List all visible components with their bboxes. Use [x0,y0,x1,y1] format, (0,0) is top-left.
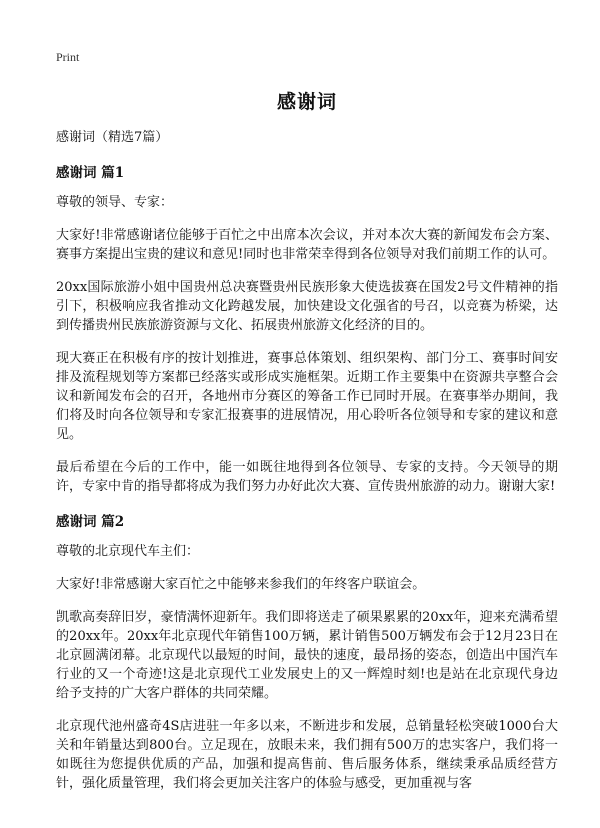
section-heading: 感谢词 篇2 [56,514,125,530]
paragraph: 最后希望在今后的工作中，能一如既往地得到各位领导、专家的支持。今天领导的期许，专家中肯的指导都将成为我们努力办好此次大赛、宣传贵州旅游的动力。谢谢大家! [56,460,558,494]
paragraph: 尊敬的北京现代车主们： [56,544,200,559]
section-heading: 感谢词 篇1 [56,165,125,181]
document-title: 感谢词 [276,91,337,113]
section-2 [56,510,558,793]
paragraph: 现大赛正在积极有序的按计划推进，赛事总体策划、组织架构、部门分工、赛事时间安排及流程规划等方案都已经落实或形成实施框架。近期工作主要集中在资源共享整合会议和新闻发布会的召开，各地州市分赛区的筹备工作已同时开展。在赛事举办期间，我们将及时向各位领导和专家汇报赛事的进展情况，用心聆听各位领导和专家的建议和意见。 [56,351,558,442]
document-subtitle: 感谢词（精选7篇） [56,130,169,145]
paragraph: 20xx国际旅游小姐中国贵州总决赛暨贵州民族形象大使选拔赛在国发2号文件精神的指引下，积极响应我省推动文化跨越发展，加快建设文化强省的号召，以竞赛为桥梁，达到传播贵州民族旅游资源与文化、拓展贵州旅游文化经济的目的。 [56,280,558,333]
paragraph: 凯歌高奏辞旧岁，豪情满怀迎新年。我们即将送走了硕果累累的20xx年，迎来充满希望的20xx年。20xx年北京现代年销售100万辆，累计销售500万辆发布会于12月23日在北京圆满闭幕。北京现代以最短的时间，最快的速度，最昂扬的姿态，创造出中国汽车行业的又一个奇迹!这是北京现代工业发展史上的又一辉煌时刻!也是站在北京现代身边给予支持的广大客户群体的共同荣耀。 [56,610,558,701]
paragraph: 尊敬的领导、专家： [56,195,174,210]
print-link[interactable]: Print [56,50,80,64]
paragraph: 大家好!非常感谢大家百忙之中能够来参我们的年终客户联谊会。 [56,577,426,592]
section-1 [56,161,558,496]
paragraph: 北京现代池州盛奇4S店进驻一年多以来，不断进步和发展，总销量轻松突破1000台大关和年销量达到800台。立足现在，放眼未来，我们拥有500万的忠实客户，我们将一如既往为您提供优质的产品，加强和提高售前、售后服务体系，继续秉承品质经营方针，强化质量管理，我们将会更加关注客户的体验与感受，更加重视与客 [56,719,558,791]
paragraph: 大家好!非常感谢诸位能够于百忙之中出席本次会议，并对本次大赛的新闻发布会方案、赛事方案提出宝贵的建议和意见!同时也非常荣幸得到各位领导对我们前期工作的认可。 [56,228,558,262]
